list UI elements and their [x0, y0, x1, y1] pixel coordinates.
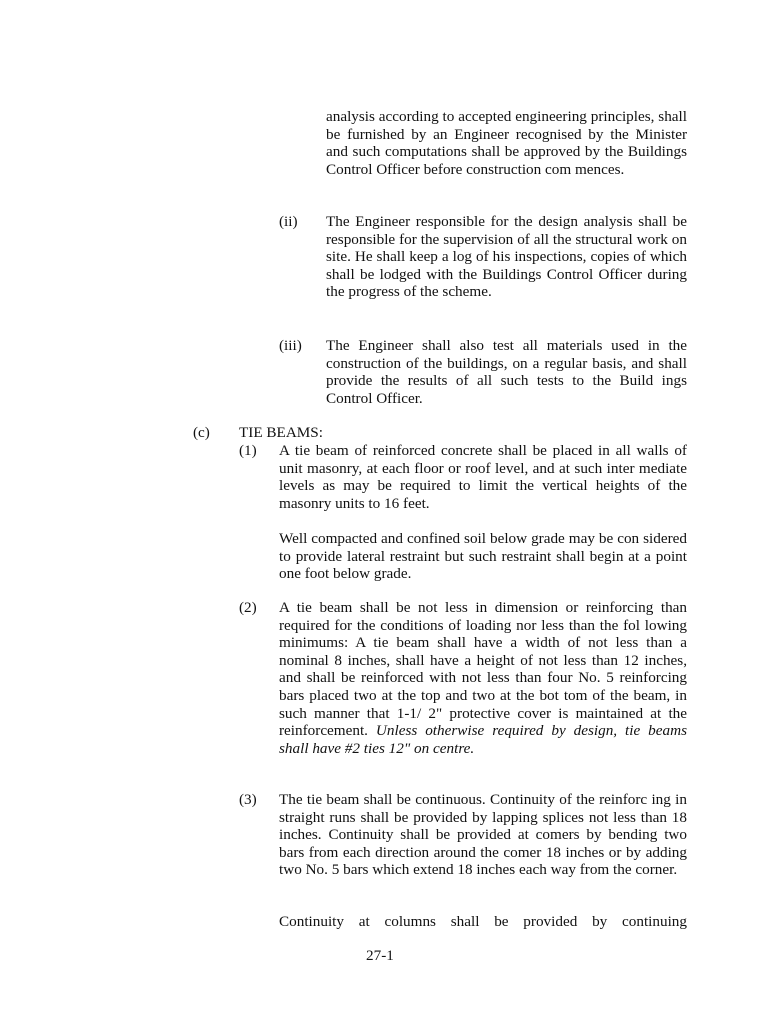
intro-paragraph-block	[326, 108, 687, 178]
section-c-item-1-continuation: Well compacted and confined soil below grade may be con sidered to provide lateral restraint but such restraint shall begin at a point one foot below grade.	[279, 530, 687, 583]
sub-item-ii-text: The Engineer responsible for the design analysis shall be responsible for the supervision of all the structural work on site. He shall keep a log of his inspections, copies of which shall be lodged with the Buildings Control Officer during the progress of the scheme.	[326, 213, 687, 301]
section-c-item-1	[239, 442, 687, 512]
section-c-item-3-continuation: Continuity at columns shall be provided by continuing	[279, 913, 687, 930]
section-c-item-1-marker: (1)	[239, 442, 257, 459]
sub-item-ii-marker: (ii)	[279, 213, 298, 230]
section-c-item-2	[239, 599, 687, 757]
section-c-item-3-text: The tie beam shall be continuous. Continuity of the reinforc ing in straight runs shall be provided by lapping splices not less than 18 inches. Continuity shall be provided at comers by bending two bars from each direction around the comer 18 inches or by adding two No. 5 bars which extend 18 inches each way from the corner.	[279, 791, 687, 879]
section-c-marker: (c)	[193, 424, 210, 441]
sub-item-iii-marker: (iii)	[279, 337, 302, 354]
section-c-heading: TIE BEAMS:	[239, 424, 323, 441]
section-c-item-2-marker: (2)	[239, 599, 257, 616]
section-c-item-2-emphasis: Unless otherwise required by design, tie beams shall have #2 ties 12" on centre.	[279, 722, 687, 757]
section-c-item-3-continuation-block	[279, 913, 687, 931]
section-c-item-1-text: A tie beam of reinforced concrete shall be placed in all walls of unit masonry, at each floor or roof level, and at such inter mediate levels as may be required to limit the vertical heights of the masonry units to 16 feet.	[279, 442, 687, 512]
sub-item-iii	[279, 337, 687, 407]
section-c-item-1-continuation-block	[279, 530, 687, 583]
page-number: 27-1	[366, 947, 394, 964]
sub-item-iii-text: The Engineer shall also test all materials used in the construction of the buildings, on a regular basis, and shall provide the results of all such tests to the Build ings Control Officer.	[326, 337, 687, 407]
section-c-item-2-text: A tie beam shall be not less in dimension or reinforcing than required for the conditions of loading nor less than the fol lowing minimums: A tie beam shall have a width of not less than a nominal 8 inches, shall have a height of not less than 12 inches, and shall be reinforced with not less than four No. 5 reinforcing bars placed two at the top and two at the bot tom of the beam, in such manner that 1-1/ 2" protective cover is maintained at the reinforcement.	[279, 599, 687, 740]
section-c-item-3-marker: (3)	[239, 791, 257, 808]
section-c-item-2-paragraph	[279, 599, 687, 757]
sub-item-ii	[279, 213, 687, 301]
section-c-item-3	[239, 791, 687, 879]
intro-paragraph: analysis according to accepted engineering principles, shall be furnished by an Engineer recognised by the Minister and such computations shall be approved by the Buildings Control Officer before construction com mences.	[326, 108, 687, 178]
